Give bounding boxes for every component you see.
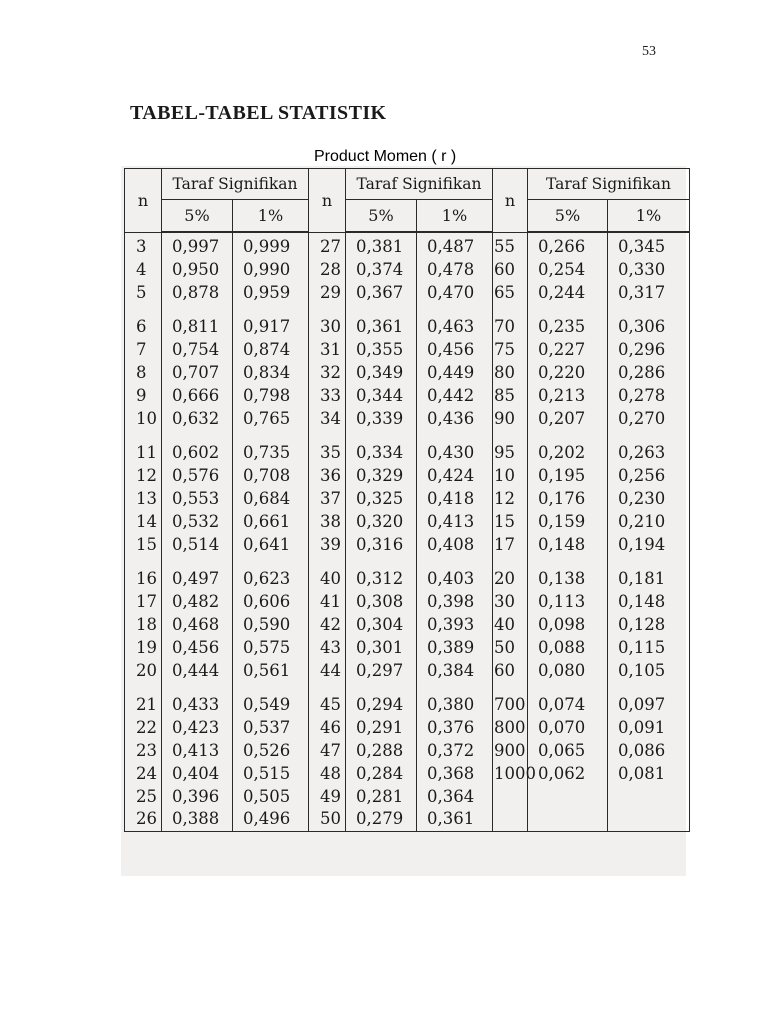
r-1pct-cell: 0,296 — [608, 339, 690, 362]
n-cell: 5 — [125, 282, 162, 305]
table-row — [125, 408, 690, 431]
r-1pct-cell: 0,478 — [417, 259, 493, 282]
n-cell: 95 — [493, 442, 528, 465]
r-5pct-cell: 0,444 — [162, 660, 233, 683]
n-cell: 9 — [125, 385, 162, 408]
r-5pct-cell: 0,707 — [162, 362, 233, 385]
r-1pct-cell: 0,128 — [608, 614, 690, 637]
table-row — [125, 763, 690, 786]
r-5pct-cell: 0,065 — [528, 740, 608, 763]
r-5pct-cell: 0,312 — [346, 568, 417, 591]
r-1pct-cell: 0,623 — [233, 568, 309, 591]
table-row — [125, 465, 690, 488]
n-cell: 46 — [309, 717, 346, 740]
r-5pct-cell: 0,514 — [162, 534, 233, 557]
r-5pct-cell: 0,497 — [162, 568, 233, 591]
r-1pct-cell: 0,194 — [608, 534, 690, 557]
n-cell: 15 — [493, 511, 528, 534]
r-5pct-cell: 0,381 — [346, 232, 417, 259]
r-5pct-cell: 0,413 — [162, 740, 233, 763]
n-cell: 29 — [309, 282, 346, 305]
table-row — [125, 717, 690, 740]
r-1pct-cell: 0,361 — [417, 808, 493, 831]
r-5pct-cell: 0,433 — [162, 694, 233, 717]
n-cell: 27 — [309, 232, 346, 259]
n-cell: 85 — [493, 385, 528, 408]
r-1pct-cell — [608, 808, 690, 831]
r-5pct-cell: 0,159 — [528, 511, 608, 534]
r-1pct-cell: 0,430 — [417, 442, 493, 465]
r-5pct-cell: 0,113 — [528, 591, 608, 614]
n-cell: 10 — [493, 465, 528, 488]
r-5pct-cell: 0,220 — [528, 362, 608, 385]
r-1pct-cell: 0,330 — [608, 259, 690, 282]
r-1pct-cell: 0,874 — [233, 339, 309, 362]
n-cell: 60 — [493, 259, 528, 282]
n-cell: 39 — [309, 534, 346, 557]
block-spacer — [125, 430, 690, 442]
n-cell: 19 — [125, 637, 162, 660]
r-5pct-cell: 0,294 — [346, 694, 417, 717]
n-cell: 20 — [125, 660, 162, 683]
r-5pct-cell — [528, 808, 608, 831]
pct5-header: 5% — [346, 200, 417, 233]
r-1pct-cell: 0,372 — [417, 740, 493, 763]
r-1pct-cell: 0,384 — [417, 660, 493, 683]
n-cell: 28 — [309, 259, 346, 282]
r-5pct-cell: 0,423 — [162, 717, 233, 740]
r-5pct-cell: 0,176 — [528, 488, 608, 511]
r-1pct-cell: 0,393 — [417, 614, 493, 637]
r-5pct-cell: 0,297 — [346, 660, 417, 683]
r-5pct-cell: 0,279 — [346, 808, 417, 831]
pct5-header: 5% — [162, 200, 233, 233]
r-5pct-cell: 0,632 — [162, 408, 233, 431]
n-cell: 70 — [493, 316, 528, 339]
r-1pct-cell: 0,496 — [233, 808, 309, 831]
r-5pct-cell: 0,339 — [346, 408, 417, 431]
r-5pct-cell: 0,404 — [162, 763, 233, 786]
r-5pct-cell: 0,950 — [162, 259, 233, 282]
r-5pct-cell: 0,316 — [346, 534, 417, 557]
n-column-header: n — [125, 169, 162, 233]
r-1pct-cell: 0,380 — [417, 694, 493, 717]
n-cell: 24 — [125, 763, 162, 786]
table-row — [125, 316, 690, 339]
r-1pct-cell: 0,917 — [233, 316, 309, 339]
n-cell: 38 — [309, 511, 346, 534]
r-5pct-cell: 0,148 — [528, 534, 608, 557]
r-1pct-cell: 0,526 — [233, 740, 309, 763]
r-1pct-cell: 0,091 — [608, 717, 690, 740]
r-5pct-cell: 0,344 — [346, 385, 417, 408]
table-row — [125, 362, 690, 385]
r-5pct-cell: 0,602 — [162, 442, 233, 465]
n-cell: 90 — [493, 408, 528, 431]
r-5pct-cell: 0,878 — [162, 282, 233, 305]
n-cell: 42 — [309, 614, 346, 637]
r-1pct-cell: 0,270 — [608, 408, 690, 431]
r-1pct-cell: 0,345 — [608, 232, 690, 259]
r-5pct-cell: 0,266 — [528, 232, 608, 259]
table-row — [125, 488, 690, 511]
r-5pct-cell: 0,301 — [346, 637, 417, 660]
n-cell: 16 — [125, 568, 162, 591]
r-5pct-cell: 0,355 — [346, 339, 417, 362]
r-1pct-cell: 0,376 — [417, 717, 493, 740]
r-1pct-cell: 0,990 — [233, 259, 309, 282]
n-cell: 48 — [309, 763, 346, 786]
r-1pct-cell: 0,306 — [608, 316, 690, 339]
r-5pct-cell: 0,080 — [528, 660, 608, 683]
n-cell: 20 — [493, 568, 528, 591]
table-row — [125, 740, 690, 763]
n-cell: 37 — [309, 488, 346, 511]
r-1pct-cell: 0,263 — [608, 442, 690, 465]
page-title: TABEL-TABEL STATISTIK — [130, 102, 387, 124]
r-5pct-cell: 0,367 — [346, 282, 417, 305]
r-1pct-cell: 0,684 — [233, 488, 309, 511]
r-1pct-cell: 0,515 — [233, 763, 309, 786]
n-cell: 44 — [309, 660, 346, 683]
r-5pct-cell: 0,396 — [162, 786, 233, 809]
n-cell: 10 — [125, 408, 162, 431]
significance-header: Taraf Signifikan — [346, 169, 493, 200]
pct1-header: 1% — [608, 200, 690, 233]
r-1pct-cell: 0,115 — [608, 637, 690, 660]
table-row — [125, 259, 690, 282]
r-1pct-cell: 0,105 — [608, 660, 690, 683]
n-cell: 50 — [493, 637, 528, 660]
r-5pct-cell: 0,213 — [528, 385, 608, 408]
r-5pct-cell: 0,284 — [346, 763, 417, 786]
r-5pct-cell: 0,553 — [162, 488, 233, 511]
r-5pct-cell: 0,088 — [528, 637, 608, 660]
r-5pct-cell: 0,288 — [346, 740, 417, 763]
r-1pct-cell: 0,398 — [417, 591, 493, 614]
n-cell: 80 — [493, 362, 528, 385]
r-5pct-cell: 0,304 — [346, 614, 417, 637]
r-1pct-cell: 0,561 — [233, 660, 309, 683]
r-1pct-cell: 0,463 — [417, 316, 493, 339]
n-cell: 47 — [309, 740, 346, 763]
r-1pct-cell: 0,537 — [233, 717, 309, 740]
r-5pct-cell: 0,482 — [162, 591, 233, 614]
n-cell: 4 — [125, 259, 162, 282]
r-5pct-cell: 0,349 — [346, 362, 417, 385]
r-1pct-cell: 0,661 — [233, 511, 309, 534]
r-1pct-cell: 0,181 — [608, 568, 690, 591]
n-cell: 14 — [125, 511, 162, 534]
n-cell: 21 — [125, 694, 162, 717]
n-cell: 55 — [493, 232, 528, 259]
r-1pct-cell: 0,286 — [608, 362, 690, 385]
r-1pct-cell: 0,256 — [608, 465, 690, 488]
n-cell: 7 — [125, 339, 162, 362]
r-5pct-cell: 0,291 — [346, 717, 417, 740]
r-5pct-cell: 0,576 — [162, 465, 233, 488]
n-cell: 41 — [309, 591, 346, 614]
r-5pct-cell: 0,456 — [162, 637, 233, 660]
n-cell: 35 — [309, 442, 346, 465]
r-5pct-cell: 0,098 — [528, 614, 608, 637]
n-cell: 33 — [309, 385, 346, 408]
r-1pct-cell: 0,408 — [417, 534, 493, 557]
r-1pct-cell: 0,368 — [417, 763, 493, 786]
r-5pct-cell — [528, 786, 608, 809]
n-cell: 65 — [493, 282, 528, 305]
block-spacer — [125, 304, 690, 316]
r-1pct-cell: 0,735 — [233, 442, 309, 465]
n-column-header: n — [493, 169, 528, 233]
n-cell: 17 — [493, 534, 528, 557]
r-1pct-cell: 0,081 — [608, 763, 690, 786]
r-1pct-cell: 0,148 — [608, 591, 690, 614]
n-cell: 50 — [309, 808, 346, 831]
r-5pct-cell: 0,281 — [346, 786, 417, 809]
table-row — [125, 339, 690, 362]
n-cell: 23 — [125, 740, 162, 763]
n-cell: 8 — [125, 362, 162, 385]
product-moment-table — [124, 168, 690, 832]
n-cell: 60 — [493, 660, 528, 683]
n-cell: 13 — [125, 488, 162, 511]
n-cell: 11 — [125, 442, 162, 465]
n-cell: 40 — [493, 614, 528, 637]
pct5-header: 5% — [528, 200, 608, 233]
r-5pct-cell: 0,325 — [346, 488, 417, 511]
r-1pct-cell: 0,765 — [233, 408, 309, 431]
n-cell: 30 — [493, 591, 528, 614]
block-spacer — [125, 556, 690, 568]
r-1pct-cell: 0,590 — [233, 614, 309, 637]
n-cell: 15 — [125, 534, 162, 557]
table-row — [125, 637, 690, 660]
significance-header: Taraf Signifikan — [162, 169, 309, 200]
block-spacer — [125, 682, 690, 694]
n-cell: 45 — [309, 694, 346, 717]
r-5pct-cell: 0,202 — [528, 442, 608, 465]
r-1pct-cell: 0,097 — [608, 694, 690, 717]
r-1pct-cell: 0,606 — [233, 591, 309, 614]
r-5pct-cell: 0,754 — [162, 339, 233, 362]
r-5pct-cell: 0,227 — [528, 339, 608, 362]
table-row — [125, 232, 690, 259]
r-1pct-cell: 0,278 — [608, 385, 690, 408]
r-5pct-cell: 0,074 — [528, 694, 608, 717]
significance-header: Taraf Signifikan — [528, 169, 690, 200]
r-5pct-cell: 0,361 — [346, 316, 417, 339]
r-5pct-cell: 0,997 — [162, 232, 233, 259]
r-1pct-cell: 0,505 — [233, 786, 309, 809]
table-row — [125, 568, 690, 591]
r-1pct-cell: 0,364 — [417, 786, 493, 809]
table-caption: Product Momen ( r ) — [314, 148, 457, 165]
table-row — [125, 808, 690, 831]
r-1pct-cell — [608, 786, 690, 809]
r-5pct-cell: 0,532 — [162, 511, 233, 534]
r-1pct-cell: 0,834 — [233, 362, 309, 385]
r-5pct-cell: 0,195 — [528, 465, 608, 488]
r-1pct-cell: 0,436 — [417, 408, 493, 431]
page-number: 53 — [642, 44, 656, 59]
n-cell: 12 — [125, 465, 162, 488]
n-cell: 25 — [125, 786, 162, 809]
r-1pct-cell: 0,317 — [608, 282, 690, 305]
r-1pct-cell: 0,959 — [233, 282, 309, 305]
n-cell: 900 — [493, 740, 528, 763]
table-row — [125, 534, 690, 557]
r-5pct-cell: 0,329 — [346, 465, 417, 488]
n-cell: 18 — [125, 614, 162, 637]
r-1pct-cell: 0,708 — [233, 465, 309, 488]
r-1pct-cell: 0,418 — [417, 488, 493, 511]
r-5pct-cell: 0,388 — [162, 808, 233, 831]
table-row — [125, 511, 690, 534]
r-1pct-cell: 0,456 — [417, 339, 493, 362]
r-5pct-cell: 0,811 — [162, 316, 233, 339]
r-1pct-cell: 0,086 — [608, 740, 690, 763]
table-row — [125, 442, 690, 465]
r-1pct-cell: 0,442 — [417, 385, 493, 408]
n-cell: 31 — [309, 339, 346, 362]
n-cell: 12 — [493, 488, 528, 511]
r-1pct-cell: 0,449 — [417, 362, 493, 385]
pct1-header: 1% — [417, 200, 493, 233]
table-row — [125, 694, 690, 717]
table-body — [125, 232, 690, 832]
n-cell: 26 — [125, 808, 162, 831]
table-row — [125, 614, 690, 637]
table-row — [125, 385, 690, 408]
n-cell: 43 — [309, 637, 346, 660]
n-cell — [493, 786, 528, 809]
r-5pct-cell: 0,062 — [528, 763, 608, 786]
n-cell: 3 — [125, 232, 162, 259]
r-5pct-cell: 0,666 — [162, 385, 233, 408]
header-row-1 — [125, 169, 690, 200]
header-row-2 — [125, 200, 690, 233]
r-5pct-cell: 0,235 — [528, 316, 608, 339]
r-1pct-cell: 0,424 — [417, 465, 493, 488]
n-cell: 6 — [125, 316, 162, 339]
r-1pct-cell: 0,999 — [233, 232, 309, 259]
n-cell: 36 — [309, 465, 346, 488]
n-cell — [493, 808, 528, 831]
table-row — [125, 282, 690, 305]
r-1pct-cell: 0,230 — [608, 488, 690, 511]
r-5pct-cell: 0,320 — [346, 511, 417, 534]
r-5pct-cell: 0,207 — [528, 408, 608, 431]
n-cell: 32 — [309, 362, 346, 385]
r-5pct-cell: 0,334 — [346, 442, 417, 465]
table-row — [125, 786, 690, 809]
r-5pct-cell: 0,308 — [346, 591, 417, 614]
r-1pct-cell: 0,210 — [608, 511, 690, 534]
n-cell: 30 — [309, 316, 346, 339]
r-1pct-cell: 0,389 — [417, 637, 493, 660]
n-cell: 40 — [309, 568, 346, 591]
n-cell: 49 — [309, 786, 346, 809]
r-5pct-cell: 0,374 — [346, 259, 417, 282]
n-cell: 34 — [309, 408, 346, 431]
r-5pct-cell: 0,244 — [528, 282, 608, 305]
r-5pct-cell: 0,254 — [528, 259, 608, 282]
r-1pct-cell: 0,403 — [417, 568, 493, 591]
r-1pct-cell: 0,470 — [417, 282, 493, 305]
r-1pct-cell: 0,487 — [417, 232, 493, 259]
r-5pct-cell: 0,138 — [528, 568, 608, 591]
pct1-header: 1% — [233, 200, 309, 233]
n-cell: 700 — [493, 694, 528, 717]
r-1pct-cell: 0,575 — [233, 637, 309, 660]
r-1pct-cell: 0,413 — [417, 511, 493, 534]
r-5pct-cell: 0,468 — [162, 614, 233, 637]
n-column-header: n — [309, 169, 346, 233]
n-cell: 1000 — [493, 763, 528, 786]
r-1pct-cell: 0,549 — [233, 694, 309, 717]
table-row — [125, 591, 690, 614]
n-cell: 75 — [493, 339, 528, 362]
r-5pct-cell: 0,070 — [528, 717, 608, 740]
n-cell: 22 — [125, 717, 162, 740]
r-1pct-cell: 0,798 — [233, 385, 309, 408]
n-cell: 17 — [125, 591, 162, 614]
n-cell: 800 — [493, 717, 528, 740]
r-1pct-cell: 0,641 — [233, 534, 309, 557]
table-row — [125, 660, 690, 683]
